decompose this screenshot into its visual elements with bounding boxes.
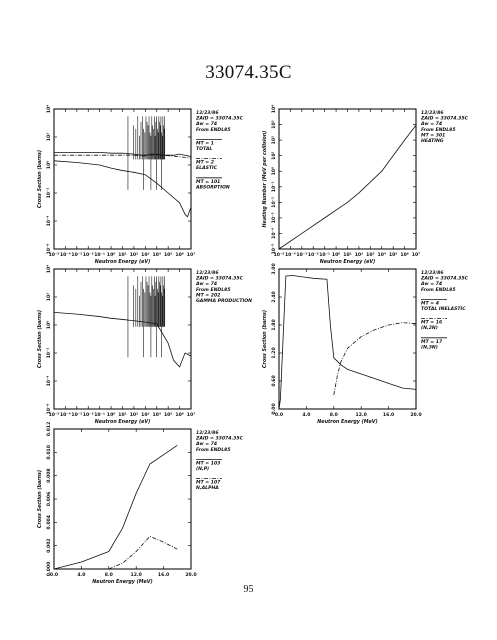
y-tick-label: 10⁻² [272,196,277,208]
y-tick-label: 2.40 [272,291,277,303]
y-tick-label: 10⁴ [47,104,52,114]
y-axis-label: Cross Section (barns) [263,309,268,369]
y-tick-label: 10⁻⁶ [47,403,52,415]
x-axis-label: Neutron Energy (eV) [94,420,151,425]
x-tick-label: 10⁻¹ [319,253,331,258]
x-tick-label: 0.0 [49,573,59,578]
plot-frame [279,109,416,249]
series-line-3 [54,161,191,217]
page-title: 33074.35C [205,62,292,83]
annotation-line: From ENDL85 [196,127,231,133]
x-tick-label: 10⁻³ [71,253,83,258]
y-tick-label: 0.006 [47,491,52,507]
annotation-line: MT = 4 [421,301,439,307]
y-tick-label: 10⁰ [272,167,277,176]
annotation-line: (N,2N) [421,326,438,332]
x-tick-label: 10⁰ [106,253,116,258]
annotation-line: ZAID = 33074.35C [421,116,468,122]
x-tick-label: 10⁴ [152,253,161,258]
x-tick-label: 10⁻⁴ [59,253,71,258]
series-line-1 [54,152,191,156]
y-tick-label: 10⁴ [272,104,277,114]
y-tick-label: 10⁴ [47,264,52,274]
annotation-line: GAMMA PRODUCTION [196,299,252,304]
x-tick-label: 0.0 [274,413,284,418]
annotation-line: MT = 16 [421,320,443,326]
y-axis-label: Cross Section (barns) [38,149,43,209]
annotation-line: (N,3N) [421,345,438,351]
annotation-line: From ENDL85 [421,127,456,133]
x-tick-label: 10⁶ [400,253,409,258]
y-tick-label: 10⁻⁴ [47,215,52,227]
y-tick-label: 0.004 [47,515,52,530]
y-axis-label: Cross Section (barns) [38,469,43,529]
annotation-line: ZAID = 33074.35C [196,116,243,122]
annotation-line: MT = 202 [196,293,221,299]
annotation-line: From ENDL85 [196,287,231,293]
annotation-line: From ENDL85 [421,287,456,293]
y-tick-label: 0.008 [47,468,52,483]
y-tick-label: 10⁻² [47,187,52,199]
x-tick-label: 10⁻¹ [94,253,106,258]
y-tick-label: 10⁻⁴ [272,228,277,239]
annotation-line: MT = 101 [196,179,221,185]
panel-heating [255,105,475,265]
y-tick-label: 10⁻¹ [272,181,277,193]
y-tick-label: 10⁰ [47,160,52,170]
y-tick-label: 10⁰ [47,320,52,330]
series-line-1 [54,445,177,569]
y-tick-label: 3.00 [272,263,277,275]
x-tick-label: 10⁻⁵ [48,253,60,258]
resonance-region [128,116,165,190]
series-line-1 [54,312,191,367]
annotation-line: MT = 103 [196,461,221,467]
annotation-line: MT = 107 [196,480,221,486]
panel-gamma-production [30,265,250,425]
series-line-2 [109,536,178,569]
x-tick-label: 10⁻¹ [94,413,106,418]
y-tick-label: 10⁻⁵ [272,243,277,255]
x-tick-label: 10⁷ [186,413,196,418]
annotation-line: Aw = 74 [196,282,218,288]
y-tick-label: 10² [47,132,52,142]
x-tick-label: 16.0 [157,573,170,578]
y-tick-label: 10² [272,135,277,145]
x-tick-label: 10⁻² [82,253,94,258]
panel-total-elastic-absorption [30,105,250,265]
y-tick-label: 1.80 [272,319,277,331]
x-tick-label: 10⁻⁵ [48,413,60,418]
annotation-line: Aw = 74 [421,282,443,288]
y-tick-label: 10¹ [272,151,277,160]
y-tick-label: 0.002 [47,538,52,553]
annotation-line: From ENDL85 [196,447,231,453]
x-tick-label: 10² [354,253,364,258]
x-axis-label: Neutron Energy (eV) [94,260,151,265]
x-tick-label: 12.0 [355,413,367,418]
annotation-line: HEATING [421,139,444,144]
y-tick-label: 0.012 [47,421,52,437]
annotation-line: TOTAL INELASTIC [421,307,466,312]
annotation-line: MT = 17 [421,339,443,345]
x-tick-label: 16.0 [382,413,395,418]
plot-frame [54,109,191,249]
annotation-line: (N,P) [196,467,210,472]
x-tick-label: 10³ [366,253,375,258]
annotation-line: 12/23/86 [421,111,444,116]
x-tick-label: 10⁻⁴ [59,413,71,418]
x-tick-label: 10⁻² [82,413,94,418]
y-tick-label: 0.010 [47,445,52,460]
annotation-line: Aw = 74 [421,122,443,128]
x-axis-label: Neutron Energy (MeV) [92,580,153,585]
x-tick-label: 10¹ [118,413,127,418]
x-tick-label: 8.0 [329,413,338,418]
x-tick-label: 10³ [141,413,150,418]
annotation-line: MT = 301 [421,133,446,139]
x-tick-label: 8.0 [104,573,113,578]
annotation-line: N,ALPHA [196,486,219,492]
annotation-line: MT = 1 [196,141,214,147]
annotation-line: Aw = 74 [196,442,218,448]
x-axis-label: Neutron Energy (MeV) [317,420,378,425]
x-tick-label: 10⁶ [175,413,184,418]
x-tick-label: 10⁰ [106,413,116,418]
x-tick-label: 10⁷ [186,253,196,258]
series-line-1 [279,276,416,409]
plot-frame [279,269,416,409]
y-tick-label: 10³ [272,120,277,129]
annotation-line: Aw = 74 [196,122,218,128]
annotation-line: ZAID = 33074.35C [196,276,243,282]
x-tick-label: 4.0 [302,413,311,418]
x-tick-label: 10¹ [118,253,127,258]
y-tick-label: 10⁻³ [272,212,277,224]
annotation-line: ZAID = 33074.35C [196,436,243,442]
x-tick-label: 10⁴ [377,253,386,258]
x-tick-label: 10⁷ [411,253,421,258]
y-tick-label: 10⁻⁴ [47,375,52,387]
x-tick-label: 20.0 [410,413,422,418]
y-tick-label: 10⁻² [47,347,52,359]
y-axis-label: Cross Section (barns) [38,309,43,369]
y-tick-label: 10⁻⁶ [47,243,52,255]
panel-inelastic [255,265,475,425]
series-line-2 [334,323,416,395]
annotation-line: 12/23/86 [421,271,444,276]
x-tick-label: 10⁶ [175,253,184,258]
page-number: 95 [243,584,254,595]
x-tick-label: 10⁴ [152,413,161,418]
x-tick-label: 10⁵ [388,253,398,258]
x-tick-label: 12.0 [130,573,142,578]
annotation-line: ELASTIC [196,166,218,172]
x-tick-label: 10⁻³ [71,413,83,418]
x-tick-label: 10⁻² [307,253,319,258]
annotation-line: ABSORPTION [196,185,230,191]
x-tick-label: 10⁵ [163,413,173,418]
y-tick-label: 0.00 [272,403,277,415]
x-tick-label: 20.0 [185,573,197,578]
y-axis-label: Heating Number (MeV per collision) [263,130,268,228]
x-tick-label: 10² [129,253,139,258]
annotation-line: 12/23/86 [196,111,219,116]
annotation-line: 12/23/86 [196,271,219,276]
annotation-line: ZAID = 33074.35C [421,276,468,282]
x-tick-label: 10¹ [343,253,352,258]
y-tick-label: 0.60 [272,375,277,387]
x-tick-label: 10⁰ [331,253,341,258]
x-tick-label: 10² [129,413,139,418]
annotation-line: 12/23/86 [196,431,219,436]
resonance-region [128,276,165,357]
annotation-line: MT = 2 [196,160,214,166]
x-tick-label: 10³ [141,253,150,258]
annotation-line: TOTAL [196,147,213,152]
x-tick-label: 10⁵ [163,253,173,258]
y-tick-label: 0.000 [47,561,52,577]
x-tick-label: 4.0 [77,573,86,578]
plot-frame [54,269,191,409]
series-line-1 [279,125,416,249]
x-tick-label: 10⁻⁵ [273,253,285,258]
y-tick-label: 10² [47,292,52,302]
y-tick-label: 1.20 [272,347,277,359]
x-tick-label: 10⁻³ [296,253,308,258]
x-axis-label: Neutron Energy (eV) [319,260,376,265]
x-tick-label: 10⁻⁴ [284,253,296,258]
